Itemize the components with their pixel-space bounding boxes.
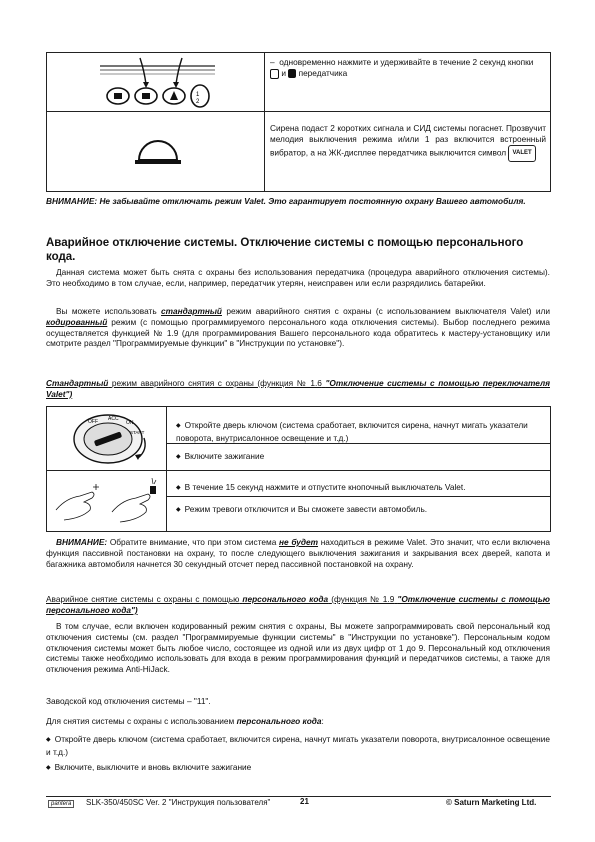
attention-note-2: ВНИМАНИЕ: Обратите внимание, что при этом система не будет находиться в режиме Valet. Это значит, что если включена функция пассивной постановки на охрану, то после следующего выключения зажигания и закрывания всех дверей, капота и багажника автомобиля начнется 30 секундный отсчет перед пассивной постановкой на охрану. [46, 537, 550, 569]
footer-divider [46, 796, 551, 797]
subheading-standard-mode: Стандартный режим аварийного снятия с охраны (функция № 1.6 "Отключение системы с помощью переключателя Valet") [46, 378, 550, 399]
valet-button-press-illustration [52, 474, 164, 528]
final-bullet-ignition-cycle: ◆ Включите, выключите и вновь включите зажигание [46, 762, 550, 775]
factory-code-line: Заводской код отключения системы – "11". [46, 696, 211, 706]
dash-marker: – [270, 57, 280, 67]
svg-text:1: 1 [196, 92, 200, 98]
table2-bullet-open-door: ◆ Откройте дверь ключом (система сработает, включится сирена, начнут мигать указатели поворота, внутрисалонное освещение и т.д.) [176, 420, 542, 444]
svg-text:2: 2 [196, 99, 200, 105]
ignition-lock-illustration [64, 410, 156, 466]
led-indicator-illustration [135, 136, 181, 166]
table1-row2-text: Сирена подаст 2 коротких сигнала и СИД системы погаснет. Прозвучит мелодия выключения режима и/или 1 раз включится встроенный вибратор, а на ЖК-дисплее передатчика выключится символ VALET [270, 123, 546, 162]
svg-text:OFF: OFF [88, 419, 98, 425]
table1-row1-text: – одновременно нажмите и удерживайте в течение 2 секунд кнопки и передатчика [270, 57, 534, 78]
final-bullet-open-door: ◆ Откройте дверь ключом (система сработает, включится сирена, начнут мигать указатели поворота, внутрисалонное освещение и т.д.) [46, 734, 550, 758]
footer-page-number: 21 [300, 797, 309, 806]
personal-code-intro: Для снятия системы с охраны с использованием персонального кода: [46, 716, 324, 726]
paragraph-intro: Данная система может быть снята с охраны без использования передатчика (процедура аварийного отключения системы). Это необходимо в том случае, если, например, передатчик утерян, неисправен или если разрядились батарейки. [46, 267, 550, 288]
attention-note-1: ВНИМАНИЕ: Не забывайте отключать режим Valet. Это гарантирует постоянную охрану Вашего автомобиля. [46, 196, 526, 206]
table2-bullet-valet-press: ◆ В течение 15 секунд нажмите и отпустите кнопочный выключатель Valet. [176, 482, 542, 495]
footer-copyright: © Saturn Marketing Ltd. [446, 798, 537, 807]
subheading-personal-code: Аварийное снятие системы с охраны с помощью персонального кода (функция № 1.9 "Отключение системы с помощью персонального кода") [46, 594, 550, 615]
table2-bullet-alarm-off: ◆ Режим тревоги отключится и Вы сможете завести автомобиль. [176, 504, 542, 517]
lock-icon [270, 69, 279, 79]
footer-model: SLK-350/450SC Ver. 2 "Инструкция пользователя" [86, 798, 271, 807]
footer-logo: pantera [48, 800, 74, 808]
table2-bullet-ignition: ◆ Включите зажигание [176, 451, 542, 464]
paragraph-modes: Вы можете использовать стандартный режим аварийного снятия с охраны (с использованием выключателя Valet) или кодированный режим (с помощью программируемого персонального кода отключения системы). Выбор последнего режима осуществляется функцией № 1.9 (для программирования Вашего персонального кода обратитесь к мастеру-установщику или смотрите раздел "Программируемые функции" в "Инструкции по установке"). [46, 306, 551, 349]
svg-text:ON: ON [126, 420, 134, 426]
section-heading: Аварийное отключение системы. Отключение системы с помощью персонального кода. [46, 237, 524, 263]
transmitter-buttons-illustration [90, 56, 230, 108]
svg-text:ACC: ACC [108, 416, 119, 422]
svg-text:START: START [130, 430, 145, 435]
valet-symbol: VALET [508, 145, 535, 162]
paragraph-personal-code: В том случае, если включен кодированный режим снятия с охраны, Вы можете запрограммировать свой персональный код отключения системы (см. раздел "Программируемые функции системы" в "Инструкции по установке"). Персональным кодом отключения системы может быть любое число, состоящее из одной или из двух цифр от 1 до 9. Персональный код отключения системы также необходимо использовать для входа в режим программирования функций и передатчиков системы, а также для отключения режима Anti-HiJack. [46, 621, 550, 675]
unlock-icon [288, 69, 296, 78]
